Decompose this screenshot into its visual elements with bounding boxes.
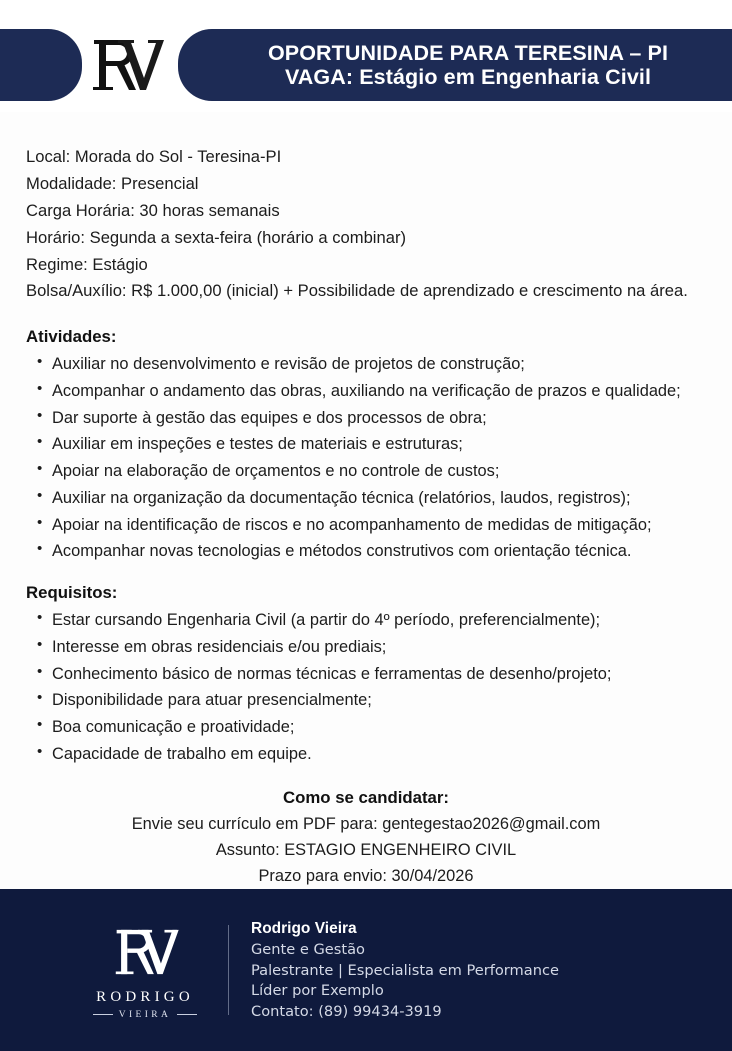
list-item: • Dar suporte à gestão das equipes e dos processos de obra; [26,405,706,432]
divider-line-right [177,1014,197,1015]
list-item: • Auxiliar no desenvolvimento e revisão de projetos de construção; [26,351,706,378]
info-line-horario: Horário: Segunda a sexta-feira (horário a combinar) [26,227,406,247]
info-line-local: Local: Morada do Sol - Teresina-PI [26,147,282,166]
list-item: • Estar cursando Engenharia Civil (a partir do 4º período, preferencialmente); [26,607,706,634]
poster-header [0,0,732,112]
poster-footer [0,889,732,1051]
info-line-carga: Carga Horária: 30 horas semanais [26,200,280,220]
rv-monogram-icon [88,30,164,100]
footer-role-line-1: Gente e Gestão [251,940,365,958]
list-item: • Auxiliar em inspeções e testes de materiais e estruturas; [26,431,706,458]
list-item: • Boa comunicação e proatividade; [26,714,706,741]
footer-contact-block [251,918,559,1023]
list-item: • Acompanhar o andamento das obras, auxiliando na verificação de prazos e qualidade; [26,378,706,405]
footer-person-name: Rodrigo Vieira [251,919,357,937]
requirements-list [26,607,706,767]
footer-brand-name: RODRIGO [96,988,194,1005]
footer-vertical-divider [228,925,229,1015]
apply-deadline-line: Prazo para envio: 30/04/2026 [258,867,474,886]
how-to-apply-title: Como se candidatar: [283,787,449,807]
info-line-modalidade: Modalidade: Presencial [26,173,199,193]
rv-monogram-icon [109,921,181,983]
footer-brand-logo [86,921,204,1020]
job-info-block [26,144,706,305]
activities-title: Atividades: [26,327,117,347]
apply-email-line: Envie seu currículo em PDF para: gentegestao2026@gmail.com [131,814,601,833]
list-item: • Apoiar na identificação de riscos e no acompanhamento de medidas de mitigação; [26,512,706,539]
how-to-apply-section [26,788,706,890]
header-title-banner [178,29,732,101]
requirements-title: Requisitos: [26,583,118,603]
info-line-regime: Regime: Estágio [26,254,148,274]
footer-role-line-2: Palestrante | Especialista em Performance [251,961,559,979]
list-item: • Auxiliar na organização da documentação técnica (relatórios, laudos, registros); [26,485,706,512]
list-item: • Apoiar na elaboração de orçamentos e no controle de custos; [26,458,706,485]
footer-role-line-3: Líder por Exemplo [251,982,384,1000]
list-item: • Conhecimento básico de normas técnicas e ferramentas de desenho/projeto; [26,661,706,688]
apply-subject-line: Assunto: ESTAGIO ENGENHEIRO CIVIL [215,840,517,859]
header-title-line2: VAGA: Estágio em Engenharia Civil [284,65,652,89]
list-item: • Disponibilidade para atuar presencialmente; [26,687,706,714]
list-item: • Interesse em obras residenciais e/ou prediais; [26,634,706,661]
footer-brand-sub-row [93,1010,198,1020]
info-line-bolsa: Bolsa/Auxílio: R$ 1.000,00 (inicial) + Possibilidade de aprendizado e crescimento na área. [26,281,688,301]
activities-list [26,351,706,565]
activities-section [26,327,706,565]
poster-content [0,112,732,889]
list-item: • Capacidade de trabalho em equipe. [26,741,706,768]
header-title-line1: OPORTUNIDADE PARA TERESINA – PI [267,40,669,65]
requirements-section [26,583,706,767]
footer-contact-line: Contato: (89) 99434-3919 [251,1003,442,1020]
footer-brand-sub: VIEIRA [118,1009,172,1020]
list-item: • Acompanhar novas tecnologias e métodos construtivos com orientação técnica. [26,538,706,565]
divider-line-left [93,1014,113,1015]
header-left-accent-shape [0,29,82,101]
